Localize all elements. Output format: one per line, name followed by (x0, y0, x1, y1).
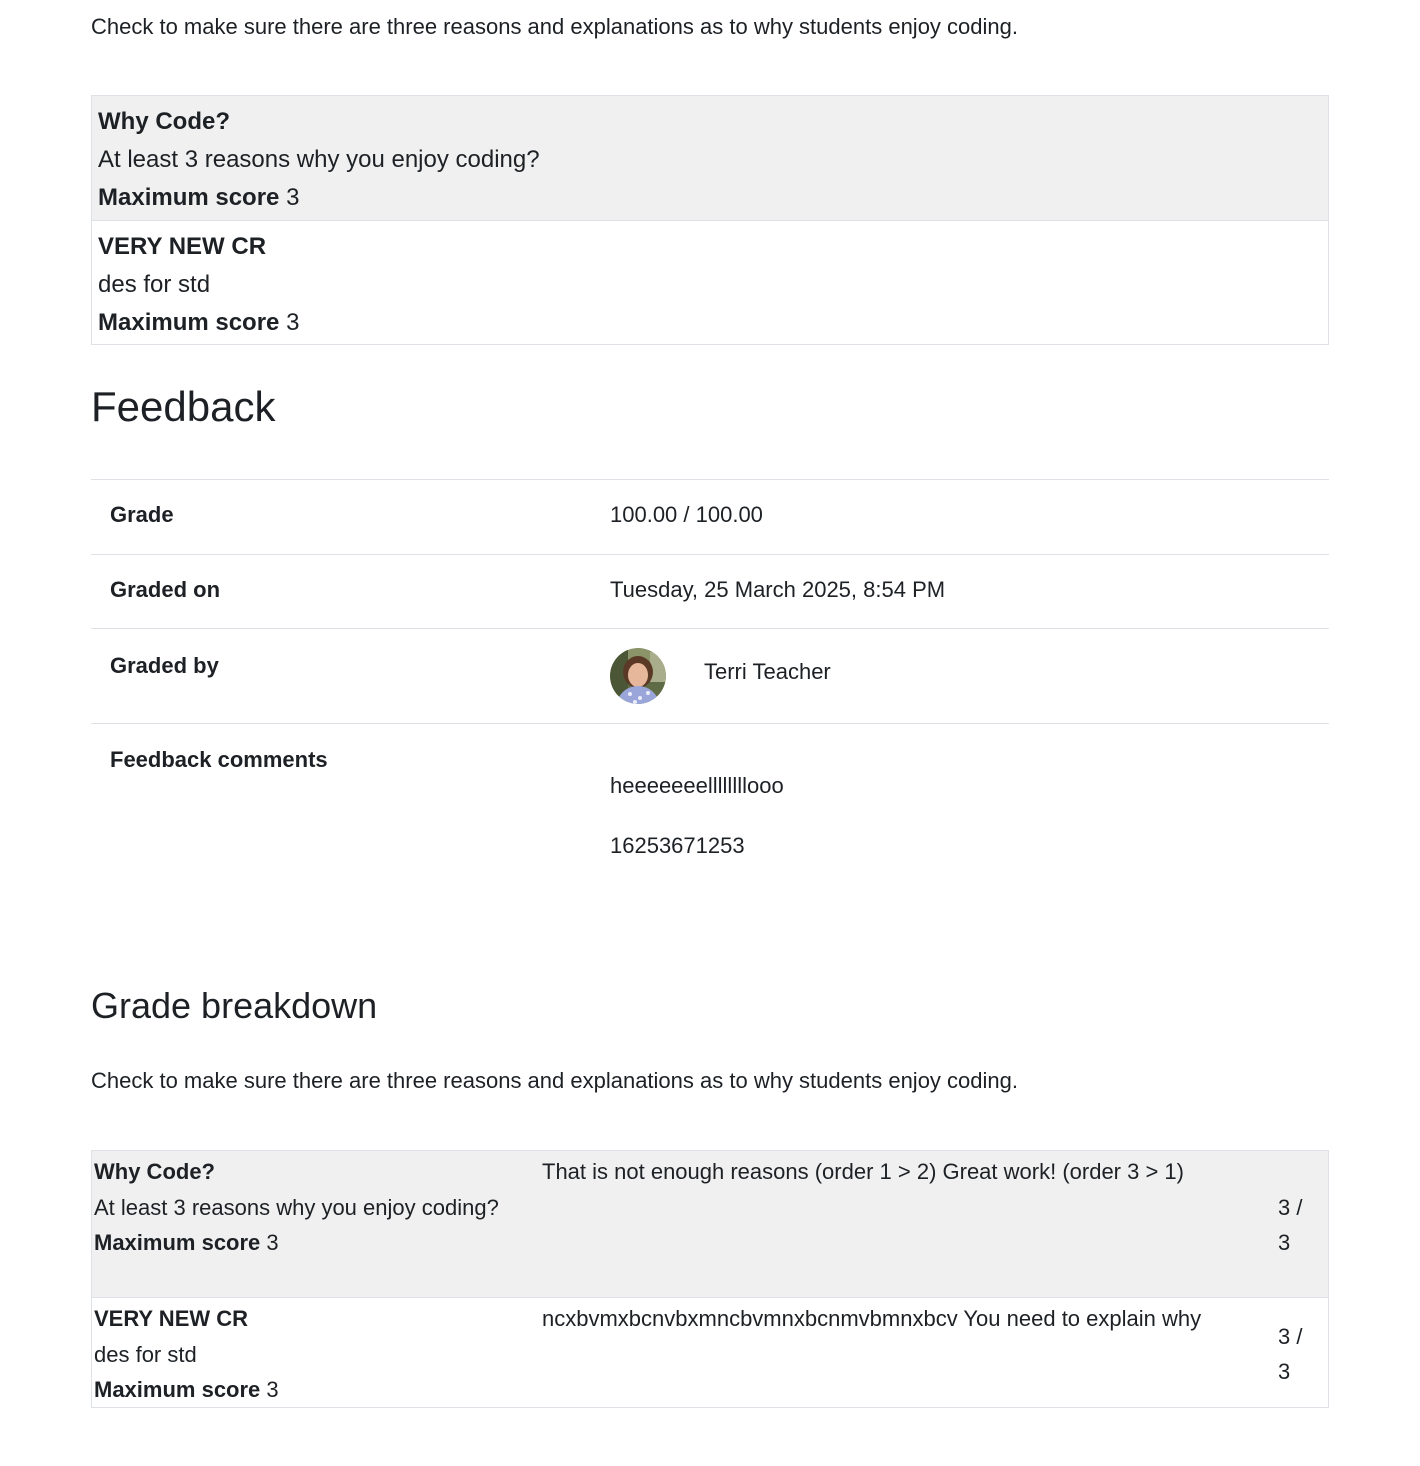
avatar-photo-icon (610, 648, 666, 704)
grade-breakdown-heading: Grade breakdown (91, 985, 378, 1026)
criterion-row (92, 96, 1328, 220)
criterion-description: des for std (94, 1341, 197, 1367)
feedback-comment-line: 16253671253 (610, 833, 745, 858)
criterion-description: At least 3 reasons why you enjoy coding? (98, 146, 540, 173)
criterion-description: At least 3 reasons why you enjoy coding? (94, 1194, 499, 1220)
grade-row (91, 480, 1329, 555)
criterion-max-score (94, 1372, 514, 1408)
breakdown-score: 3 / 3 (1278, 1324, 1303, 1384)
feedback-comments-label: Feedback comments (110, 747, 328, 772)
criterion-max-score (98, 304, 1322, 342)
max-score-label: Maximum score (98, 309, 280, 336)
graded-on-label: Graded on (110, 577, 221, 602)
breakdown-level-feedback: ncxbvmxbcnvbxmncbvmnxbcnmvbmnxbcv You need to explain why (542, 1306, 1202, 1331)
max-score-value: 3 (266, 1230, 279, 1255)
breakdown-criterion (94, 1301, 514, 1408)
criterion-description: des for std (98, 271, 211, 298)
graded-by-label: Graded by (110, 653, 219, 678)
breakdown-level-feedback: That is not enough reasons (order 1 > 2) Great work! (order 3 > 1) (542, 1159, 1184, 1184)
criterion-max-score (98, 179, 1322, 217)
teacher-avatar[interactable] (610, 648, 666, 704)
grade-breakdown-table (91, 1150, 1329, 1408)
criterion-name: Why Code? (94, 1159, 215, 1184)
graded-on-value: Tuesday, 25 March 2025, 8:54 PM (610, 577, 946, 602)
graded-on-row (91, 555, 1329, 629)
grade-value: 100.00 / 100.00 (610, 502, 763, 527)
rubric-criteria-table (91, 95, 1329, 345)
breakdown-description: Check to make sure there are three reasons and explanations as to why students enjoy coding. (91, 1068, 1018, 1093)
criterion-row (92, 220, 1328, 344)
max-score-value: 3 (286, 184, 300, 211)
feedback-comments-row (91, 724, 1329, 934)
graded-by-row (91, 629, 1329, 724)
feedback-comment-line: heeeeeeellllllllooo (610, 773, 784, 798)
criterion-max-score (94, 1225, 514, 1261)
breakdown-score: 3 / 3 (1278, 1195, 1303, 1255)
breakdown-criterion (94, 1154, 514, 1261)
max-score-label: Maximum score (94, 1377, 261, 1402)
feedback-table (91, 479, 1329, 934)
criterion-name: Why Code? (98, 108, 230, 135)
grade-label: Grade (110, 502, 174, 527)
max-score-label: Maximum score (98, 184, 280, 211)
criterion-name: VERY NEW CR (98, 233, 267, 260)
feedback-heading: Feedback (91, 383, 276, 430)
criterion-name: VERY NEW CR (94, 1306, 249, 1331)
breakdown-row (92, 1151, 1328, 1297)
breakdown-row (92, 1297, 1328, 1407)
max-score-label: Maximum score (94, 1230, 261, 1255)
graded-by-name[interactable]: Terri Teacher (704, 659, 831, 684)
max-score-value: 3 (266, 1377, 279, 1402)
rubric-description: Check to make sure there are three reasons and explanations as to why students enjoy coding. (91, 14, 1018, 39)
max-score-value: 3 (286, 309, 300, 336)
